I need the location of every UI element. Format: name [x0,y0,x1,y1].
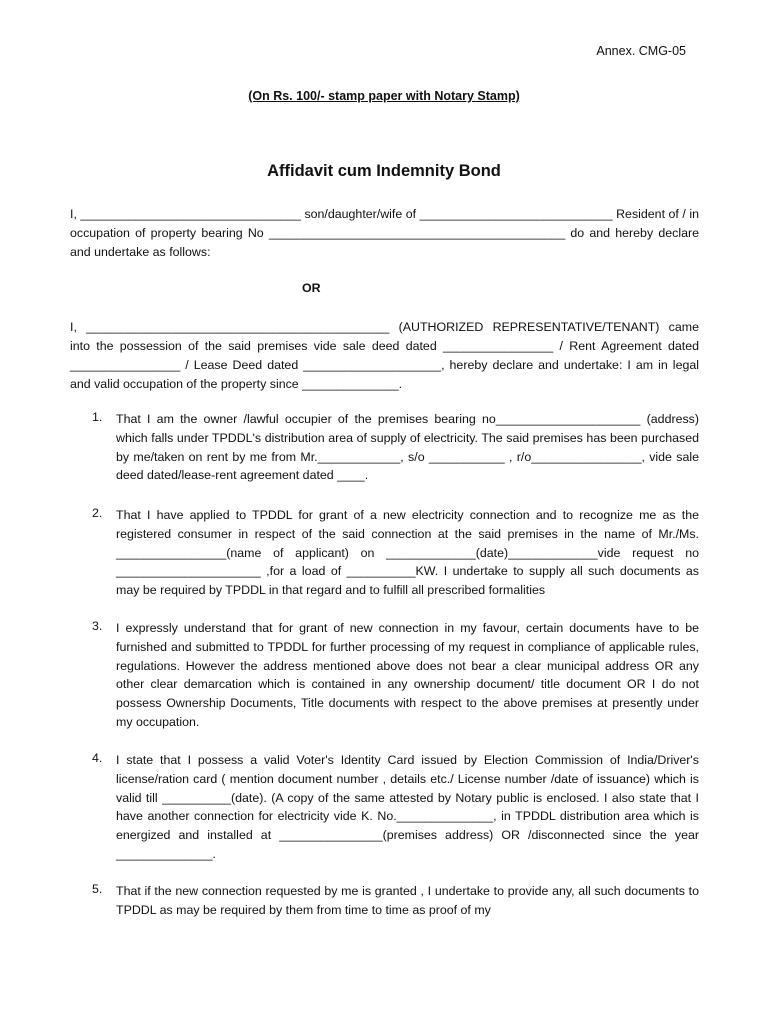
intro-declaration: I, ________________________________ son/daughter/wife of ____________________________ Resident of / in occupation of property bearing No ___________________________________________ do and hereby declare and undertake as follows: [70,207,699,259]
clause-number: 5. [92,882,103,896]
clause-text: That I have applied to TPDDL for grant of a new electricity connection and to recognize me as the registered consumer in respect of the said connection at the said premises in the name of Mr./Ms. ________________(name of applicant) on _____________(date)_____________vide request no _____________________ ,for a load of __________KW. I undertake to supply all such documents as may be required by TPDDL in that regard and to fulfill all prescribed formalities [116,508,699,598]
clause-4 [92,751,699,864]
clause-2 [92,506,699,600]
document-title: Affidavit cum Indemnity Bond [267,162,501,180]
clause-text: That I am the owner /lawful occupier of the premises bearing no_____________________ (address) which falls under TPDDL's distribution area of supply of electricity. The said premises has been purchased by me/taken on rent by me from Mr.____________, s/o ___________ , r/o________________, vide sale deed dated/lease-rent agreement dated ____. [116,412,699,483]
clause-text: That if the new connection requested by me is granted , I undertake to provide any, all such documents to TPDDL as may be required by them from time to time as proof of my [116,884,699,917]
clause-number: 2. [92,506,103,520]
clause-number: 1. [92,410,103,424]
or-separator: OR [302,281,321,295]
representative-declaration: I, ____________________________________________ (AUTHORIZED REPRESENTATIVE/TENANT) came into the possession of the said premises vide sale deed dated ________________ / Rent Agreement dated ________________ / Lease Deed dated ____________________, hereby declare and undertake: I am in legal and valid occupation of the property since ______________. [70,320,699,391]
clause-number: 3. [92,619,103,633]
clause-text: I state that I possess a valid Voter's Identity Card issued by Election Commission of India/Driver's license/ration card ( mention document number , details etc./ License number /date of issuance) which is valid till __________(date). (A copy of the same attested by Notary public is enclosed. I also state that I have another connection for electricity vide K. No.______________, in TPDDL distribution area which is energized and installed at _______________(premises address) OR /disconnected since the year ______________. [116,753,699,861]
clause-text: I expressly understand that for grant of new connection in my favour, certain documents have to be furnished and submitted to TPDDL for further processing of my request in compliance of applicable rules, regulations. However the address mentioned above does not bear a clear municipal address OR any other clear demarcation which is contained in any ownership document/ title document OR I do not possess Ownership Documents, Title documents with respect to the above premises at presently under my occupation. [116,621,699,729]
clause-5 [92,882,699,920]
clause-1 [92,410,699,485]
annex-label: Annex. CMG-05 [596,44,686,58]
stamp-paper-note: (On Rs. 100/- stamp paper with Notary Stamp) [248,89,520,103]
clause-3 [92,619,699,732]
clause-number: 4. [92,751,103,765]
